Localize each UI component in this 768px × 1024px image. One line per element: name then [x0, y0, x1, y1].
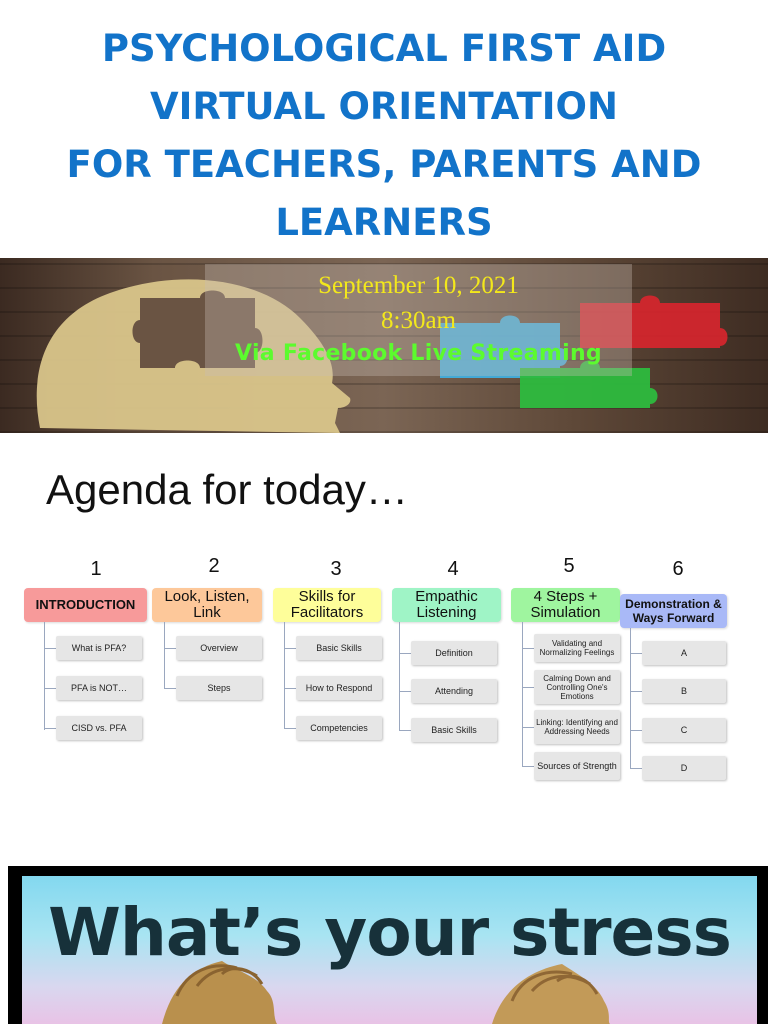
connector: [44, 622, 45, 730]
section-number: 4: [447, 558, 459, 580]
section-heading-empathic-listening: Empathic Listening: [392, 588, 501, 622]
connector: [630, 653, 642, 654]
section-heading-introduction: INTRODUCTION: [24, 588, 147, 622]
connector: [630, 730, 642, 731]
event-time: 8:30am: [381, 307, 456, 334]
agenda-item: C: [642, 718, 726, 742]
section-number: 2: [208, 555, 220, 577]
agenda-item: Validating and Normalizing Feelings: [534, 634, 620, 662]
agenda-item: Overview: [176, 636, 262, 660]
agenda-item: Competencies: [296, 716, 382, 740]
event-date: September 10, 2021: [318, 272, 519, 299]
connector: [44, 688, 56, 689]
connector: [284, 622, 285, 728]
section-heading-demonstration: Demonstration & Ways Forward: [620, 594, 727, 628]
section-heading-skills: Skills for Facilitators: [273, 588, 381, 622]
event-venue: Via Facebook Live Streaming: [235, 341, 602, 366]
connector: [522, 727, 534, 728]
agenda-item: CISD vs. PFA: [56, 716, 142, 740]
connector: [630, 628, 631, 768]
connector: [630, 768, 642, 769]
agenda-title: Agenda for today…: [46, 466, 408, 513]
title-line-2: VIRTUAL ORIENTATION: [150, 85, 618, 128]
section-number: 6: [672, 558, 684, 580]
stress-panel: [8, 866, 768, 1024]
agenda-item: How to Respond: [296, 676, 382, 700]
agenda-item: Attending: [411, 679, 497, 703]
agenda-item: Calming Down and Controlling One's Emotions: [534, 670, 620, 704]
connector: [399, 653, 411, 654]
connector: [630, 691, 642, 692]
section-heading-look-listen-link: Look, Listen, Link: [152, 588, 262, 622]
connector: [399, 622, 400, 730]
agenda-item: Linking: Identifying and Addressing Needs: [534, 710, 620, 744]
section-number: 1: [90, 558, 102, 580]
title-line-1: PSYCHOLOGICAL FIRST AID: [101, 27, 667, 70]
agenda-item: Basic Skills: [296, 636, 382, 660]
connector: [522, 687, 534, 688]
connector: [522, 622, 523, 766]
title-line-4: LEARNERS: [275, 201, 493, 244]
title-line-3: FOR TEACHERS, PARENTS AND: [66, 143, 702, 186]
agenda-item: Steps: [176, 676, 262, 700]
agenda-item: Definition: [411, 641, 497, 665]
section-number: 5: [563, 555, 575, 577]
connector: [284, 648, 296, 649]
connector: [44, 648, 56, 649]
agenda-item: Basic Skills: [411, 718, 497, 742]
agenda-item: PFA is NOT…: [56, 676, 142, 700]
connector: [284, 728, 296, 729]
connector: [44, 728, 56, 729]
connector: [522, 648, 534, 649]
section-heading-4-steps: 4 Steps + Simulation: [511, 588, 620, 622]
agenda-item: What is PFA?: [56, 636, 142, 660]
agenda-item: D: [642, 756, 726, 780]
connector: [164, 688, 176, 689]
connector: [522, 766, 534, 767]
page-title: [0, 20, 768, 252]
connector: [399, 730, 411, 731]
stress-image: [22, 876, 757, 1024]
event-banner: [0, 258, 768, 433]
connector: [284, 688, 296, 689]
section-number: 3: [330, 558, 342, 580]
agenda-item: Sources of Strength: [534, 752, 620, 780]
agenda-item: B: [642, 679, 726, 703]
stress-heading: What’s your stress: [48, 894, 731, 971]
connector: [164, 648, 176, 649]
connector: [399, 691, 411, 692]
agenda-item: A: [642, 641, 726, 665]
connector: [164, 622, 165, 688]
